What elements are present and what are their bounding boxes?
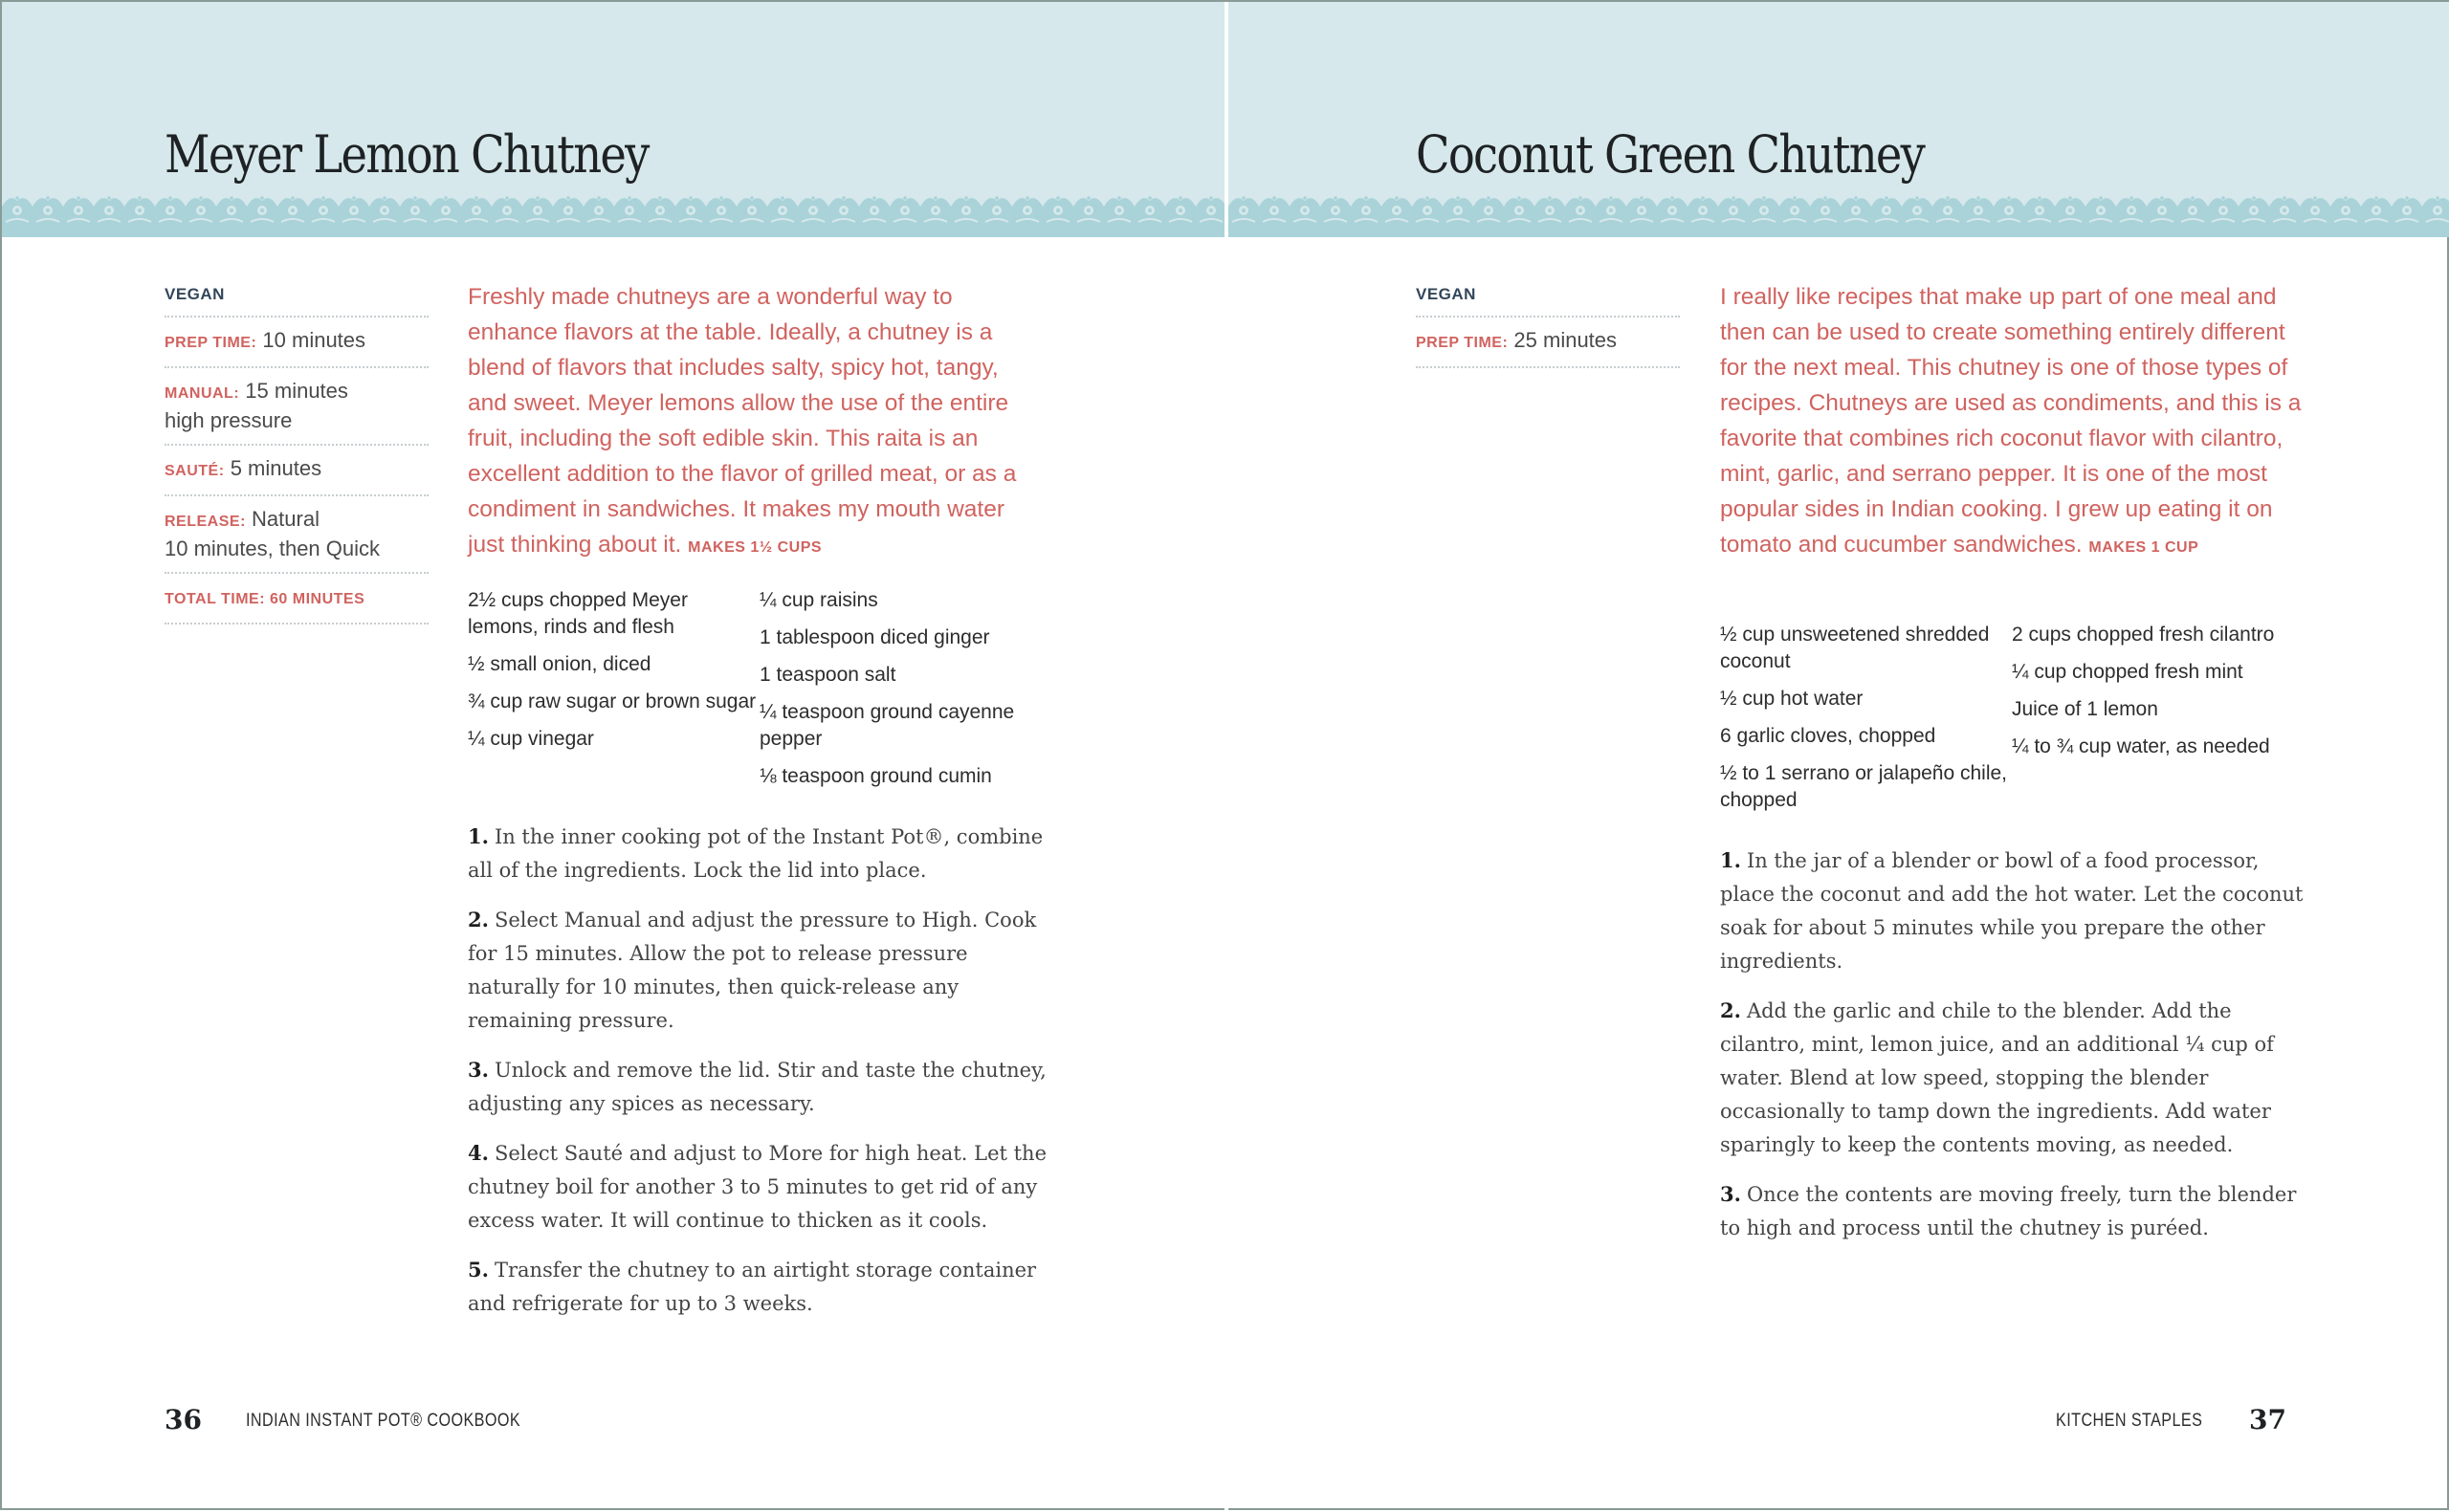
manual-time xyxy=(165,368,429,446)
prep-time xyxy=(165,318,429,368)
ingredient-item: ¼ cup chopped fresh mint xyxy=(2012,661,2243,683)
running-head: INDIAN INSTANT POT® COOKBOOK xyxy=(246,1411,521,1431)
ingredient-item: ½ cup hot water xyxy=(1720,688,1864,710)
manual-time-label: MANUAL: xyxy=(165,385,240,402)
ingredient-item: ¼ teaspoon ground cayenne pepper xyxy=(760,701,1015,750)
ingredient-column xyxy=(760,587,1051,800)
diet-tag: VEGAN xyxy=(165,285,429,318)
recipe-meta xyxy=(165,285,429,625)
total-time xyxy=(165,574,429,625)
recipe-title: Meyer Lemon Chutney xyxy=(165,124,649,185)
intro-text: I really like recipes that make up part of one meal and then can be used to create something entirely different for the next meal. This chutney is one of those types of recipes. Chutneys are used as condiments, and this is a favorite that combines rich coconut flavor with cilantro, mint, garlic, and serrano pepper. It is one of the most popular sides in Indian cooking. I grew up eating it on tomato and cucumber sandwiches. xyxy=(1720,284,2302,558)
step-number: 1. xyxy=(468,824,489,848)
running-head: KITCHEN STAPLES xyxy=(2055,1411,2202,1431)
ingredient-item: 2 cups chopped fresh cilantro xyxy=(2012,624,2275,646)
step-number: 2. xyxy=(1720,998,1741,1022)
ingredient-item: ⅛ teaspoon ground cumin xyxy=(760,765,992,787)
step-text: In the inner cooking pot of the Instant Pot®, combine all of the ingredients. Lock the lid into place. xyxy=(468,825,1044,882)
instruction-step xyxy=(1720,1177,2313,1245)
ingredient-item: 2½ cups chopped Meyer lemons, rinds and flesh xyxy=(468,589,688,638)
ingredient-item: ¼ cup raisins xyxy=(760,589,878,611)
manual-pressure-value: high pressure xyxy=(165,408,293,432)
saute-time-value: 5 minutes xyxy=(230,456,322,480)
step-number: 4. xyxy=(468,1141,489,1165)
ingredient-item: ¼ to ¾ cup water, as needed xyxy=(2012,735,2270,757)
ingredient-item: ¼ cup vinegar xyxy=(468,728,594,750)
ingredient-item: 1 teaspoon salt xyxy=(760,664,896,686)
recipe-meta xyxy=(1416,285,1680,368)
prep-time-value: 25 minutes xyxy=(1513,328,1618,352)
right-page xyxy=(1228,2,2449,1512)
instructions xyxy=(468,820,1051,1336)
diet-tag: VEGAN xyxy=(1416,285,1680,318)
instruction-step xyxy=(468,903,1051,1038)
step-text: Select Manual and adjust the pressure to High. Cook for 15 minutes. Allow the pot to release pressure naturally for 10 minutes, then quick-release any remaining pressure. xyxy=(468,909,1037,1032)
step-text: Select Sauté and adjust to More for high heat. Let the chutney boil for another 3 to 5 minutes to get rid of any excess water. It will continue to thicken as it cools. xyxy=(468,1142,1047,1232)
recipe-intro xyxy=(1720,279,2304,565)
page-number: 36 xyxy=(165,1404,202,1435)
lace-border-ornament xyxy=(2,189,1224,237)
ingredient-item: ½ cup unsweetened shredded coconut xyxy=(1720,624,1990,672)
ingredient-column xyxy=(1720,622,2012,824)
instruction-step xyxy=(1720,994,2313,1162)
ingredient-column xyxy=(468,587,760,800)
page-number: 37 xyxy=(2249,1404,2286,1435)
ingredient-list xyxy=(468,587,1051,800)
ingredient-item: Juice of 1 lemon xyxy=(2012,698,2158,720)
instruction-step xyxy=(468,1053,1051,1121)
release-value: Natural xyxy=(252,507,320,531)
step-number: 1. xyxy=(1720,848,1741,872)
saute-time xyxy=(165,446,429,496)
manual-time-value: 15 minutes xyxy=(245,379,348,403)
step-text: Unlock and remove the lid. Stir and taste the chutney, adjusting any spices as necessary. xyxy=(468,1059,1047,1115)
lace-border-ornament xyxy=(1228,189,2449,237)
ingredient-item: ½ small onion, diced xyxy=(468,653,651,675)
step-number: 2. xyxy=(468,908,489,931)
ingredient-item: ½ to 1 serrano or jalapeño chile, chopped xyxy=(1720,762,2008,811)
instruction-step xyxy=(468,1136,1051,1238)
left-page xyxy=(2,2,1224,1512)
yield: MAKES 1½ CUPS xyxy=(688,539,823,556)
intro-text: Freshly made chutneys are a wonderful way to enhance flavors at the table. Ideally, a chutney is a blend of flavors that includes salty, spicy hot, tangy, and sweet. Meyer lemons allow the use of the entire fruit, including the soft edible skin. This raita is an excellent addition to the flavor of grilled meat, or as a condiment in sandwiches. It makes my mouth water just thinking about it. xyxy=(468,284,1017,558)
instruction-step xyxy=(1720,844,2313,978)
prep-time-label: PREP TIME: xyxy=(165,335,257,351)
ingredient-item: 6 garlic cloves, chopped xyxy=(1720,725,1936,747)
step-number: 3. xyxy=(468,1058,489,1082)
instruction-step xyxy=(468,1253,1051,1321)
release-label: RELEASE: xyxy=(165,514,246,530)
step-number: 5. xyxy=(468,1258,489,1282)
step-text: In the jar of a blender or bowl of a food processor, place the coconut and add the hot water. Let the coconut soak for about 5 minutes while you prepare the other ingredients. xyxy=(1720,849,2304,973)
ingredient-list xyxy=(1720,622,2304,824)
ingredient-item: 1 tablespoon diced ginger xyxy=(760,626,990,648)
recipe-title: Coconut Green Chutney xyxy=(1416,124,1925,185)
prep-time xyxy=(1416,318,1680,368)
ingredient-item: ¾ cup raw sugar or brown sugar xyxy=(468,690,757,712)
instructions xyxy=(1720,844,2313,1260)
step-number: 3. xyxy=(1720,1182,1741,1206)
total-time-label: TOTAL TIME: 60 MINUTES xyxy=(165,591,365,607)
release-detail: 10 minutes, then Quick xyxy=(165,537,381,560)
prep-time-value: 10 minutes xyxy=(262,328,366,352)
release-method xyxy=(165,496,429,574)
saute-time-label: SAUTÉ: xyxy=(165,463,225,479)
prep-time-label: PREP TIME: xyxy=(1416,335,1509,351)
step-text: Once the contents are moving freely, turn the blender to high and process until the chutney is puréed. xyxy=(1720,1183,2297,1239)
step-text: Add the garlic and chile to the blender. Add the cilantro, mint, lemon juice, and an additional ¼ cup of water. Blend at low speed, stopping the blender occasionally to tamp down the ingredients. Add water sparingly to keep the contents moving, as needed. xyxy=(1720,999,2274,1156)
instruction-step xyxy=(468,820,1051,887)
ingredient-column xyxy=(2012,622,2304,824)
step-text: Transfer the chutney to an airtight storage container and refrigerate for up to 3 weeks. xyxy=(468,1259,1037,1315)
recipe-intro xyxy=(468,279,1042,565)
yield: MAKES 1 CUP xyxy=(2088,539,2199,556)
